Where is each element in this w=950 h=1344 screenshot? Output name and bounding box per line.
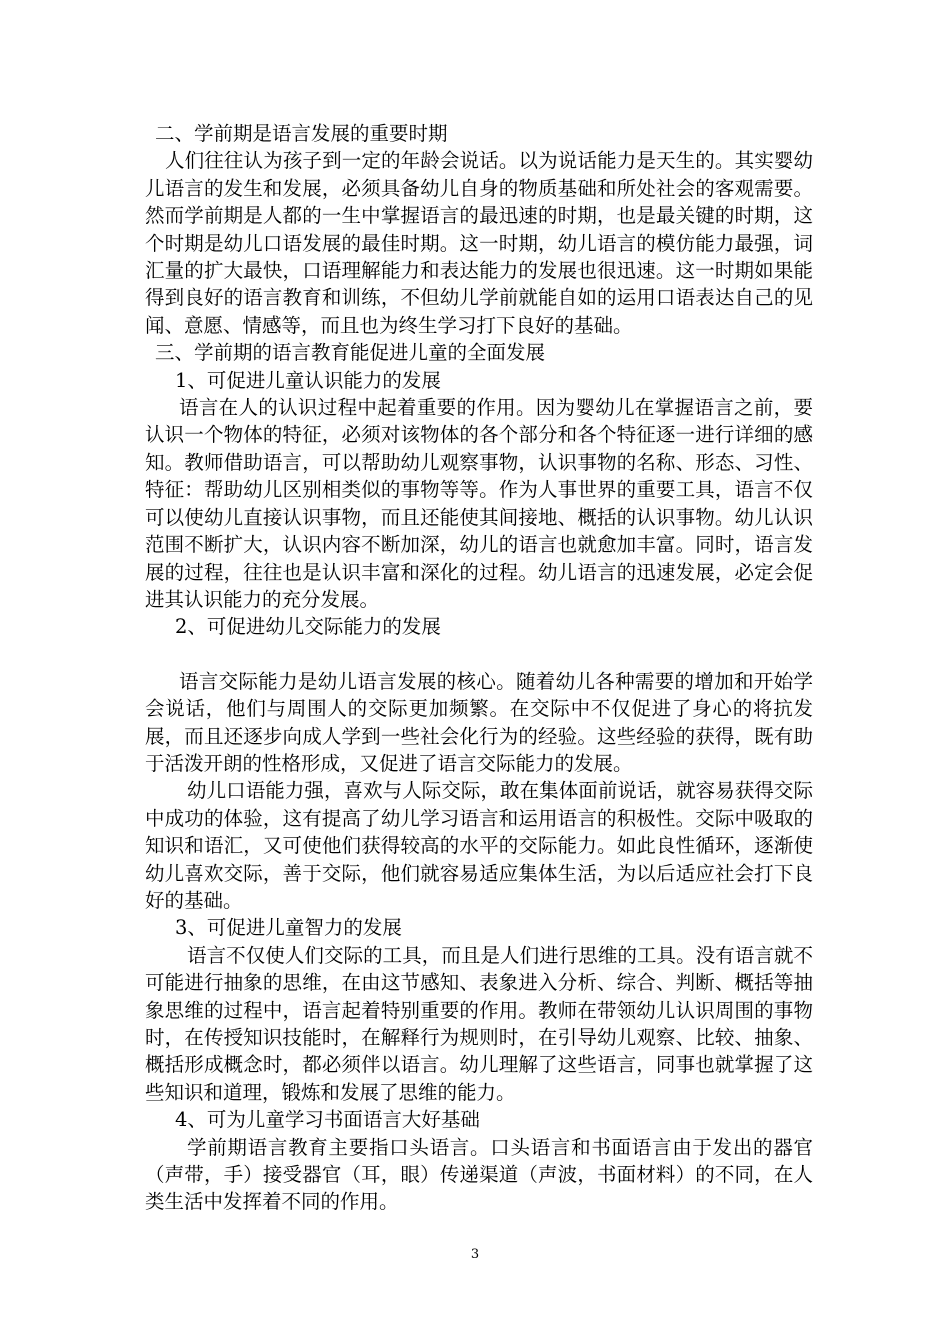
subheading-4: 4、可为儿童学习书面语言大好基础	[175, 1108, 480, 1132]
section-heading-3: 三、学前期的语言教育能促进儿童的全面发展	[155, 341, 546, 365]
subsection-1-paragraph: 语言在人的认识过程中起着重要的作用。因为婴幼儿在掌握语言之前，要认识一个物体的特征，必须对该物体的各个部分和各个特征逐一进行详细的感知。教师借助语言，可以帮助幼儿观察事物，认识事物的名称、形态、习性、特征：帮助幼儿区别相类似的事物等等。作为人事世界的重要工具，语言不仅可以使幼儿直接认识事物，而且还能使其间接地、概括的认识事物。幼儿认识范围不断扩大，认识内容不断加深，幼儿的语言也就愈加丰富。同时，语言发展的过程，往往也是认识丰富和深化的过程。幼儿语言的迅速发展，必定会促进其认识能力的充分发展。	[145, 396, 813, 611]
subheading-1: 1、可促进儿童认识能力的发展	[175, 368, 441, 392]
subheading-2: 2、可促进幼儿交际能力的发展	[175, 615, 441, 639]
subsection-4-paragraph: 学前期语言教育主要指口头语言。口头语言和书面语言由于发出的器官（声带，手）接受器官（耳，眼）传递渠道（声波，书面材料）的不同，在人类生活中发挥着不同的作用。	[145, 1135, 813, 1214]
subsection-3-paragraph: 语言不仅使人们交际的工具，而且是人们进行思维的工具。没有语言就不可能进行抽象的思维，在由这节感知、表象进入分析、综合、判断、概括等抽象思维的过程中，语言起着特别重要的作用。教师在带领幼儿认识周围的事物时，在传授知识技能时，在解释行为规则时，在引导幼儿观察、比较、抽象、概括形成概念时，都必须伴以语言。幼儿理解了这些语言，同事也就掌握了这些知识和道理，锻炼和发展了思维的能力。	[145, 943, 813, 1104]
page-number: 3	[470, 1247, 480, 1262]
subheading-3: 3、可促进儿童智力的发展	[175, 916, 402, 940]
document-body	[145, 120, 813, 1216]
subsection-2-paragraph-2: 幼儿口语能力强，喜欢与人际交际，敢在集体面前说话，就容易获得交际中成功的体验，这有提高了幼儿学习语言和运用语言的积极性。交际中吸取的知识和语汇，又可使他们获得较高的水平的交际能力。如此良性循环，逐渐使幼儿喜欢交际，善于交际，他们就容易适应集体生活，为以后适应社会打下良好的基础。	[145, 779, 813, 912]
section-2-paragraph: 人们往往认为孩子到一定的年龄会说话。以为说话能力是天生的。其实婴幼儿语言的发生和发展，必须具备幼儿自身的物质基础和所处社会的客观需要。然而学前期是人都的一生中掌握语言的最迅速的时期，也是最关键的时期，这个时期是幼儿口语发展的最佳时期。这一时期，幼儿语言的模仿能力最强，词汇量的扩大最快，口语理解能力和表达能力的发展也很迅速。这一时期如果能得到良好的语言教育和训练，不但幼儿学前就能自如的运用口语表达自己的见闻、意愿、情感等，而且也为终生学习打下良好的基础。	[145, 149, 813, 337]
blank-line	[145, 641, 813, 668]
subsection-2-paragraph-1: 语言交际能力是幼儿语言发展的核心。随着幼儿各种需要的增加和开始学会说话，他们与周围人的交际更加频繁。在交际中不仅促进了身心的将抗发展，而且还逐步向成人学到一些社会化行为的经验。这些经验的获得，既有助于活泼开朗的性格形成，又促进了语言交际能力的发展。	[145, 669, 813, 775]
section-heading-2: 二、学前期是语言发展的重要时期	[155, 122, 448, 145]
